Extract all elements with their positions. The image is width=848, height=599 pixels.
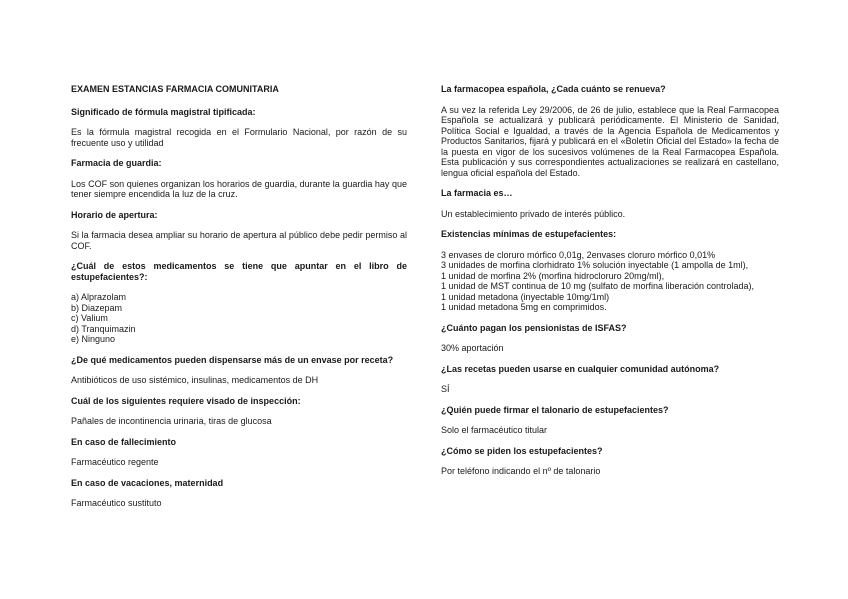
left-column <box>71 84 407 519</box>
answer-pedir-estupefacientes: Por teléfono indicando el nº de talonario <box>441 466 601 476</box>
existencias-list <box>441 250 779 313</box>
existencia-item: 3 envases de cloruro mórfico 0,01g, 2envases cloruro mórfico 0,01% <box>441 249 716 260</box>
answer-firmar-talonario: Solo el farmacéutico titular <box>441 425 548 435</box>
existencia-item: 1 unidad de morfina 2% (morfina hidrocloruro 20mg/ml), <box>441 270 665 281</box>
answer-isfas: 30% aportación <box>441 343 504 353</box>
question-isfas: ¿Cuánto pagan los pensionistas de ISFAS? <box>441 322 627 333</box>
document-title: EXAMEN ESTANCIAS FARMACIA COMUNITARIA <box>71 84 279 94</box>
option-item: e) Ninguno <box>71 334 116 344</box>
question-farmacia-es: La farmacia es… <box>441 188 513 198</box>
answer-envases-receta: Antibióticos de uso sistémico, insulinas, medicamentos de DH <box>71 375 319 385</box>
answer-recetas-comunidad: SÍ <box>441 384 450 394</box>
option-item: a) Alprazolam <box>71 292 127 302</box>
question-farmacopea: La farmacopea española, ¿Cada cuánto se renueva? <box>441 84 666 94</box>
existencia-item: 3 unidades de morfina clorhidrato 1% solución inyectable (1 ampolla de 1ml), <box>441 260 749 270</box>
existencia-item: 1 unidad metadona (inyectable 10mg/1ml) <box>441 291 610 302</box>
answer-farmacia-guardia: Los COF son quienes organizan los horarios de guardia, durante la guardia hay que tener siempre encendida la luz de la cruz. <box>71 178 407 199</box>
right-column <box>441 84 779 487</box>
answer-fallecimiento: Farmacéutico regente <box>71 457 159 467</box>
question-recetas-comunidad: ¿Las recetas pueden usarse en cualquier comunidad autónoma? <box>441 363 720 374</box>
answer-farmacopea: A su vez la referida Ley 29/2006, de 26 de julio, establece que la Real Farmacopea Española se actualizará y publicará periódicamente. El Ministerio de Sanidad, Política Social e Igualdad, a través de la Agencia Española de Medicamentos y Productos Sanitarios, fijará y publicará en el «Boletín Oficial del Estado» la fecha de la puesta en vigor de los sucesivos volúmenes de la Real Farmacopea Española. Esta publicación y sus correspondientes actualizaciones se realizará en castellano, lengua oficial española del Estado. <box>441 104 779 178</box>
option-item: c) Valium <box>71 313 108 323</box>
question-vacaciones: En caso de vacaciones, maternidad <box>71 477 224 488</box>
option-item: b) Diazepam <box>71 302 123 313</box>
answer-visado-inspeccion: Pañales de incontinencia urinaria, tiras de glucosa <box>71 416 272 426</box>
answer-horario-apertura: Si la farmacia desea ampliar su horario de apertura al público debe pedir permiso al COF. <box>71 230 407 251</box>
answer-formula-magistral: Es la fórmula magistral recogida en el Formulario Nacional, por razón de su frecuente uso y utilidad <box>71 127 407 148</box>
existencia-item: 1 unidad metadona 5mg en comprimidos. <box>441 302 607 312</box>
question-pedir-estupefacientes: ¿Cómo se piden los estupefacientes? <box>441 445 603 456</box>
answer-farmacia-es: Un establecimiento privado de interés público. <box>441 208 626 219</box>
question-envases-receta: ¿De qué medicamentos pueden dispensarse más de un envase por receta? <box>71 354 394 365</box>
answer-vacaciones: Farmacéutico sustituto <box>71 498 162 508</box>
existencia-item: 1 unidad de MST continua de 10 mg (sulfato de morfina liberación controlada), <box>441 281 755 291</box>
question-firmar-talonario: ¿Quién puede firmar el talonario de estupefacientes? <box>441 404 669 415</box>
question-visado-inspeccion: Cuál de los siguientes requiere visado de inspección: <box>71 395 301 406</box>
option-item: d) Tranquimazin <box>71 323 136 334</box>
question-farmacia-guardia: Farmacia de guardia: <box>71 158 162 168</box>
question-existencias-minimas: Existencias mínimas de estupefacientes: <box>441 229 617 239</box>
question-libro-estupefacientes: ¿Cuál de estos medicamentos se tiene que apuntar en el libro de estupefacientes?: <box>71 261 407 282</box>
question-formula-magistral: Significado de fórmula magistral tipificada: <box>71 106 256 117</box>
question-fallecimiento: En caso de fallecimiento <box>71 436 177 447</box>
options-list <box>71 292 407 345</box>
question-horario-apertura: Horario de apertura: <box>71 209 158 220</box>
